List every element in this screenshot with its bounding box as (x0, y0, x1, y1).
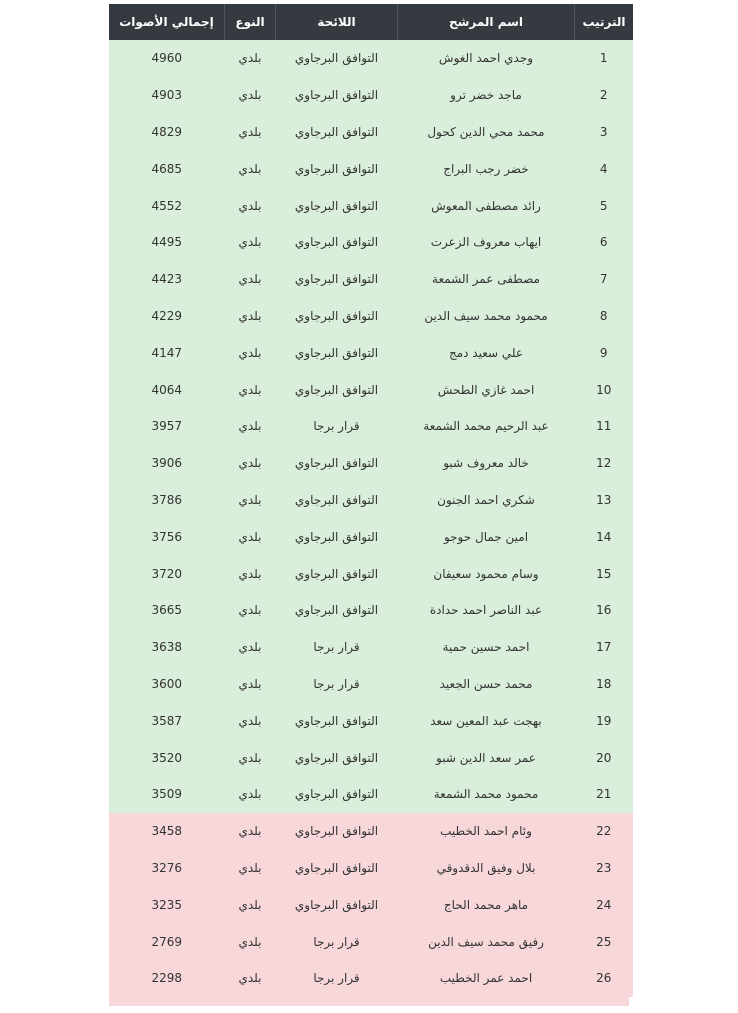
candidate-name: مصطفى عمر الشمعة (398, 261, 575, 298)
vote-total: 3276 (109, 850, 225, 887)
rank-cell: 3 (575, 114, 634, 151)
candidate-name: شكري احمد الجنون (398, 482, 575, 519)
list-name: التوافق البرجاوي (276, 445, 398, 482)
table-row (109, 371, 633, 408)
rank-cell: 26 (575, 960, 634, 997)
candidate-name: خالد معروف شبو (398, 445, 575, 482)
candidate-name: امين جمال حوجو (398, 518, 575, 555)
candidate-name: محمد حسن الجعيد (398, 666, 575, 703)
table-row (109, 813, 633, 850)
rank-cell: 4 (575, 150, 634, 187)
list-name: التوافق البرجاوي (276, 518, 398, 555)
council-type: بلدي (225, 77, 276, 114)
list-name: التوافق البرجاوي (276, 592, 398, 629)
rank-cell: 6 (575, 224, 634, 261)
list-name: التوافق البرجاوي (276, 371, 398, 408)
vote-total: 4147 (109, 334, 225, 371)
table-row (109, 445, 633, 482)
rank-cell: 24 (575, 886, 634, 923)
vote-total: 3906 (109, 445, 225, 482)
table-row (109, 482, 633, 519)
table-row (109, 298, 633, 335)
vote-total: 3665 (109, 592, 225, 629)
table-row (109, 666, 633, 703)
header-rank: الترتيب (575, 4, 634, 40)
election-results-table (109, 4, 633, 997)
table-row (109, 114, 633, 151)
list-name: التوافق البرجاوي (276, 702, 398, 739)
list-name: التوافق البرجاوي (276, 224, 398, 261)
candidate-name: وئام احمد الخطيب (398, 813, 575, 850)
vote-total: 4423 (109, 261, 225, 298)
vote-total: 4960 (109, 40, 225, 77)
vote-total: 4229 (109, 298, 225, 335)
rank-cell: 11 (575, 408, 634, 445)
council-type: بلدي (225, 702, 276, 739)
candidate-name: احمد عمر الخطيب (398, 960, 575, 997)
candidate-name: وسام محمود سعيفان (398, 555, 575, 592)
candidate-name: عبد الرحيم محمد الشمعة (398, 408, 575, 445)
candidate-name: عبد الناصر احمد حدادة (398, 592, 575, 629)
list-name: التوافق البرجاوي (276, 187, 398, 224)
rank-cell: 25 (575, 923, 634, 960)
vote-total: 3587 (109, 702, 225, 739)
table-footer-pad (109, 997, 629, 1006)
list-name: التوافق البرجاوي (276, 555, 398, 592)
council-type: بلدي (225, 224, 276, 261)
rank-cell: 20 (575, 739, 634, 776)
vote-total: 3520 (109, 739, 225, 776)
council-type: بلدي (225, 960, 276, 997)
rank-cell: 8 (575, 298, 634, 335)
rank-cell: 7 (575, 261, 634, 298)
header-list: اللائحة (276, 4, 398, 40)
list-name: التوافق البرجاوي (276, 77, 398, 114)
council-type: بلدي (225, 371, 276, 408)
rank-cell: 23 (575, 850, 634, 887)
header-votes: إجمالي الأصوات (109, 4, 225, 40)
list-name: قرار برجا (276, 960, 398, 997)
table-row (109, 850, 633, 887)
vote-total: 3720 (109, 555, 225, 592)
rank-cell: 21 (575, 776, 634, 813)
council-type: بلدي (225, 40, 276, 77)
council-type: بلدي (225, 555, 276, 592)
candidate-name: محمد محي الدين كحول (398, 114, 575, 151)
list-name: التوافق البرجاوي (276, 776, 398, 813)
list-name: التوافق البرجاوي (276, 886, 398, 923)
list-name: قرار برجا (276, 408, 398, 445)
council-type: بلدي (225, 482, 276, 519)
table-row (109, 555, 633, 592)
council-type: بلدي (225, 739, 276, 776)
candidate-name: خضر رجب البراج (398, 150, 575, 187)
candidate-name: عمر سعد الدين شبو (398, 739, 575, 776)
rank-cell: 12 (575, 445, 634, 482)
candidate-name: ايهاب معروف الزعرت (398, 224, 575, 261)
header-type: النوع (225, 4, 276, 40)
vote-total: 4685 (109, 150, 225, 187)
rank-cell: 2 (575, 77, 634, 114)
council-type: بلدي (225, 261, 276, 298)
candidate-name: محمود محمد سيف الدين (398, 298, 575, 335)
council-type: بلدي (225, 776, 276, 813)
vote-total: 4552 (109, 187, 225, 224)
council-type: بلدي (225, 666, 276, 703)
list-name: التوافق البرجاوي (276, 739, 398, 776)
candidate-name: بهجت عبد المعين سعد (398, 702, 575, 739)
vote-total: 4903 (109, 77, 225, 114)
list-name: قرار برجا (276, 666, 398, 703)
table-row (109, 776, 633, 813)
list-name: التوافق البرجاوي (276, 150, 398, 187)
council-type: بلدي (225, 298, 276, 335)
rank-cell: 9 (575, 334, 634, 371)
list-name: التوافق البرجاوي (276, 334, 398, 371)
table-row (109, 40, 633, 77)
candidate-name: بلال وفيق الدقدوقي (398, 850, 575, 887)
header-name: اسم المرشح (398, 4, 575, 40)
council-type: بلدي (225, 408, 276, 445)
rank-cell: 15 (575, 555, 634, 592)
rank-cell: 22 (575, 813, 634, 850)
rank-cell: 5 (575, 187, 634, 224)
table-row (109, 592, 633, 629)
candidate-name: علي سعيد دمج (398, 334, 575, 371)
council-type: بلدي (225, 592, 276, 629)
candidate-name: ماهر محمد الحاج (398, 886, 575, 923)
council-type: بلدي (225, 850, 276, 887)
table-row (109, 261, 633, 298)
rank-cell: 10 (575, 371, 634, 408)
council-type: بلدي (225, 923, 276, 960)
candidate-name: احمد غازي الطحش (398, 371, 575, 408)
rank-cell: 16 (575, 592, 634, 629)
table-row (109, 187, 633, 224)
vote-total: 3235 (109, 886, 225, 923)
list-name: قرار برجا (276, 923, 398, 960)
table-row (109, 224, 633, 261)
table-body (109, 40, 633, 997)
table-row (109, 77, 633, 114)
table-row (109, 408, 633, 445)
council-type: بلدي (225, 445, 276, 482)
candidate-name: احمد حسين حمية (398, 629, 575, 666)
table-row (109, 739, 633, 776)
vote-total: 3638 (109, 629, 225, 666)
table-row (109, 923, 633, 960)
list-name: التوافق البرجاوي (276, 813, 398, 850)
list-name: قرار برجا (276, 629, 398, 666)
vote-total: 3756 (109, 518, 225, 555)
vote-total: 2298 (109, 960, 225, 997)
table-row (109, 886, 633, 923)
table-row (109, 702, 633, 739)
council-type: بلدي (225, 813, 276, 850)
council-type: بلدي (225, 518, 276, 555)
table-row (109, 150, 633, 187)
vote-total: 4829 (109, 114, 225, 151)
council-type: بلدي (225, 114, 276, 151)
rank-cell: 18 (575, 666, 634, 703)
candidate-name: وجدي احمد الغوش (398, 40, 575, 77)
council-type: بلدي (225, 187, 276, 224)
list-name: التوافق البرجاوي (276, 850, 398, 887)
table-header (109, 4, 633, 40)
candidate-name: ماجد خضر ترو (398, 77, 575, 114)
list-name: التوافق البرجاوي (276, 261, 398, 298)
list-name: التوافق البرجاوي (276, 114, 398, 151)
council-type: بلدي (225, 886, 276, 923)
rank-cell: 13 (575, 482, 634, 519)
vote-total: 2769 (109, 923, 225, 960)
list-name: التوافق البرجاوي (276, 40, 398, 77)
list-name: التوافق البرجاوي (276, 482, 398, 519)
vote-total: 4064 (109, 371, 225, 408)
rank-cell: 17 (575, 629, 634, 666)
list-name: التوافق البرجاوي (276, 298, 398, 335)
rank-cell: 1 (575, 40, 634, 77)
candidate-name: رفيق محمد سيف الدين (398, 923, 575, 960)
vote-total: 3957 (109, 408, 225, 445)
candidate-name: محمود محمد الشمعة (398, 776, 575, 813)
candidate-name: رائد مصطفى المعوش (398, 187, 575, 224)
table-row (109, 334, 633, 371)
council-type: بلدي (225, 629, 276, 666)
council-type: بلدي (225, 334, 276, 371)
vote-total: 3509 (109, 776, 225, 813)
results-table-container (109, 4, 629, 1006)
vote-total: 3458 (109, 813, 225, 850)
rank-cell: 14 (575, 518, 634, 555)
table-row (109, 518, 633, 555)
vote-total: 3600 (109, 666, 225, 703)
vote-total: 3786 (109, 482, 225, 519)
vote-total: 4495 (109, 224, 225, 261)
rank-cell: 19 (575, 702, 634, 739)
table-row (109, 629, 633, 666)
header-row (109, 4, 633, 40)
table-row (109, 960, 633, 997)
council-type: بلدي (225, 150, 276, 187)
